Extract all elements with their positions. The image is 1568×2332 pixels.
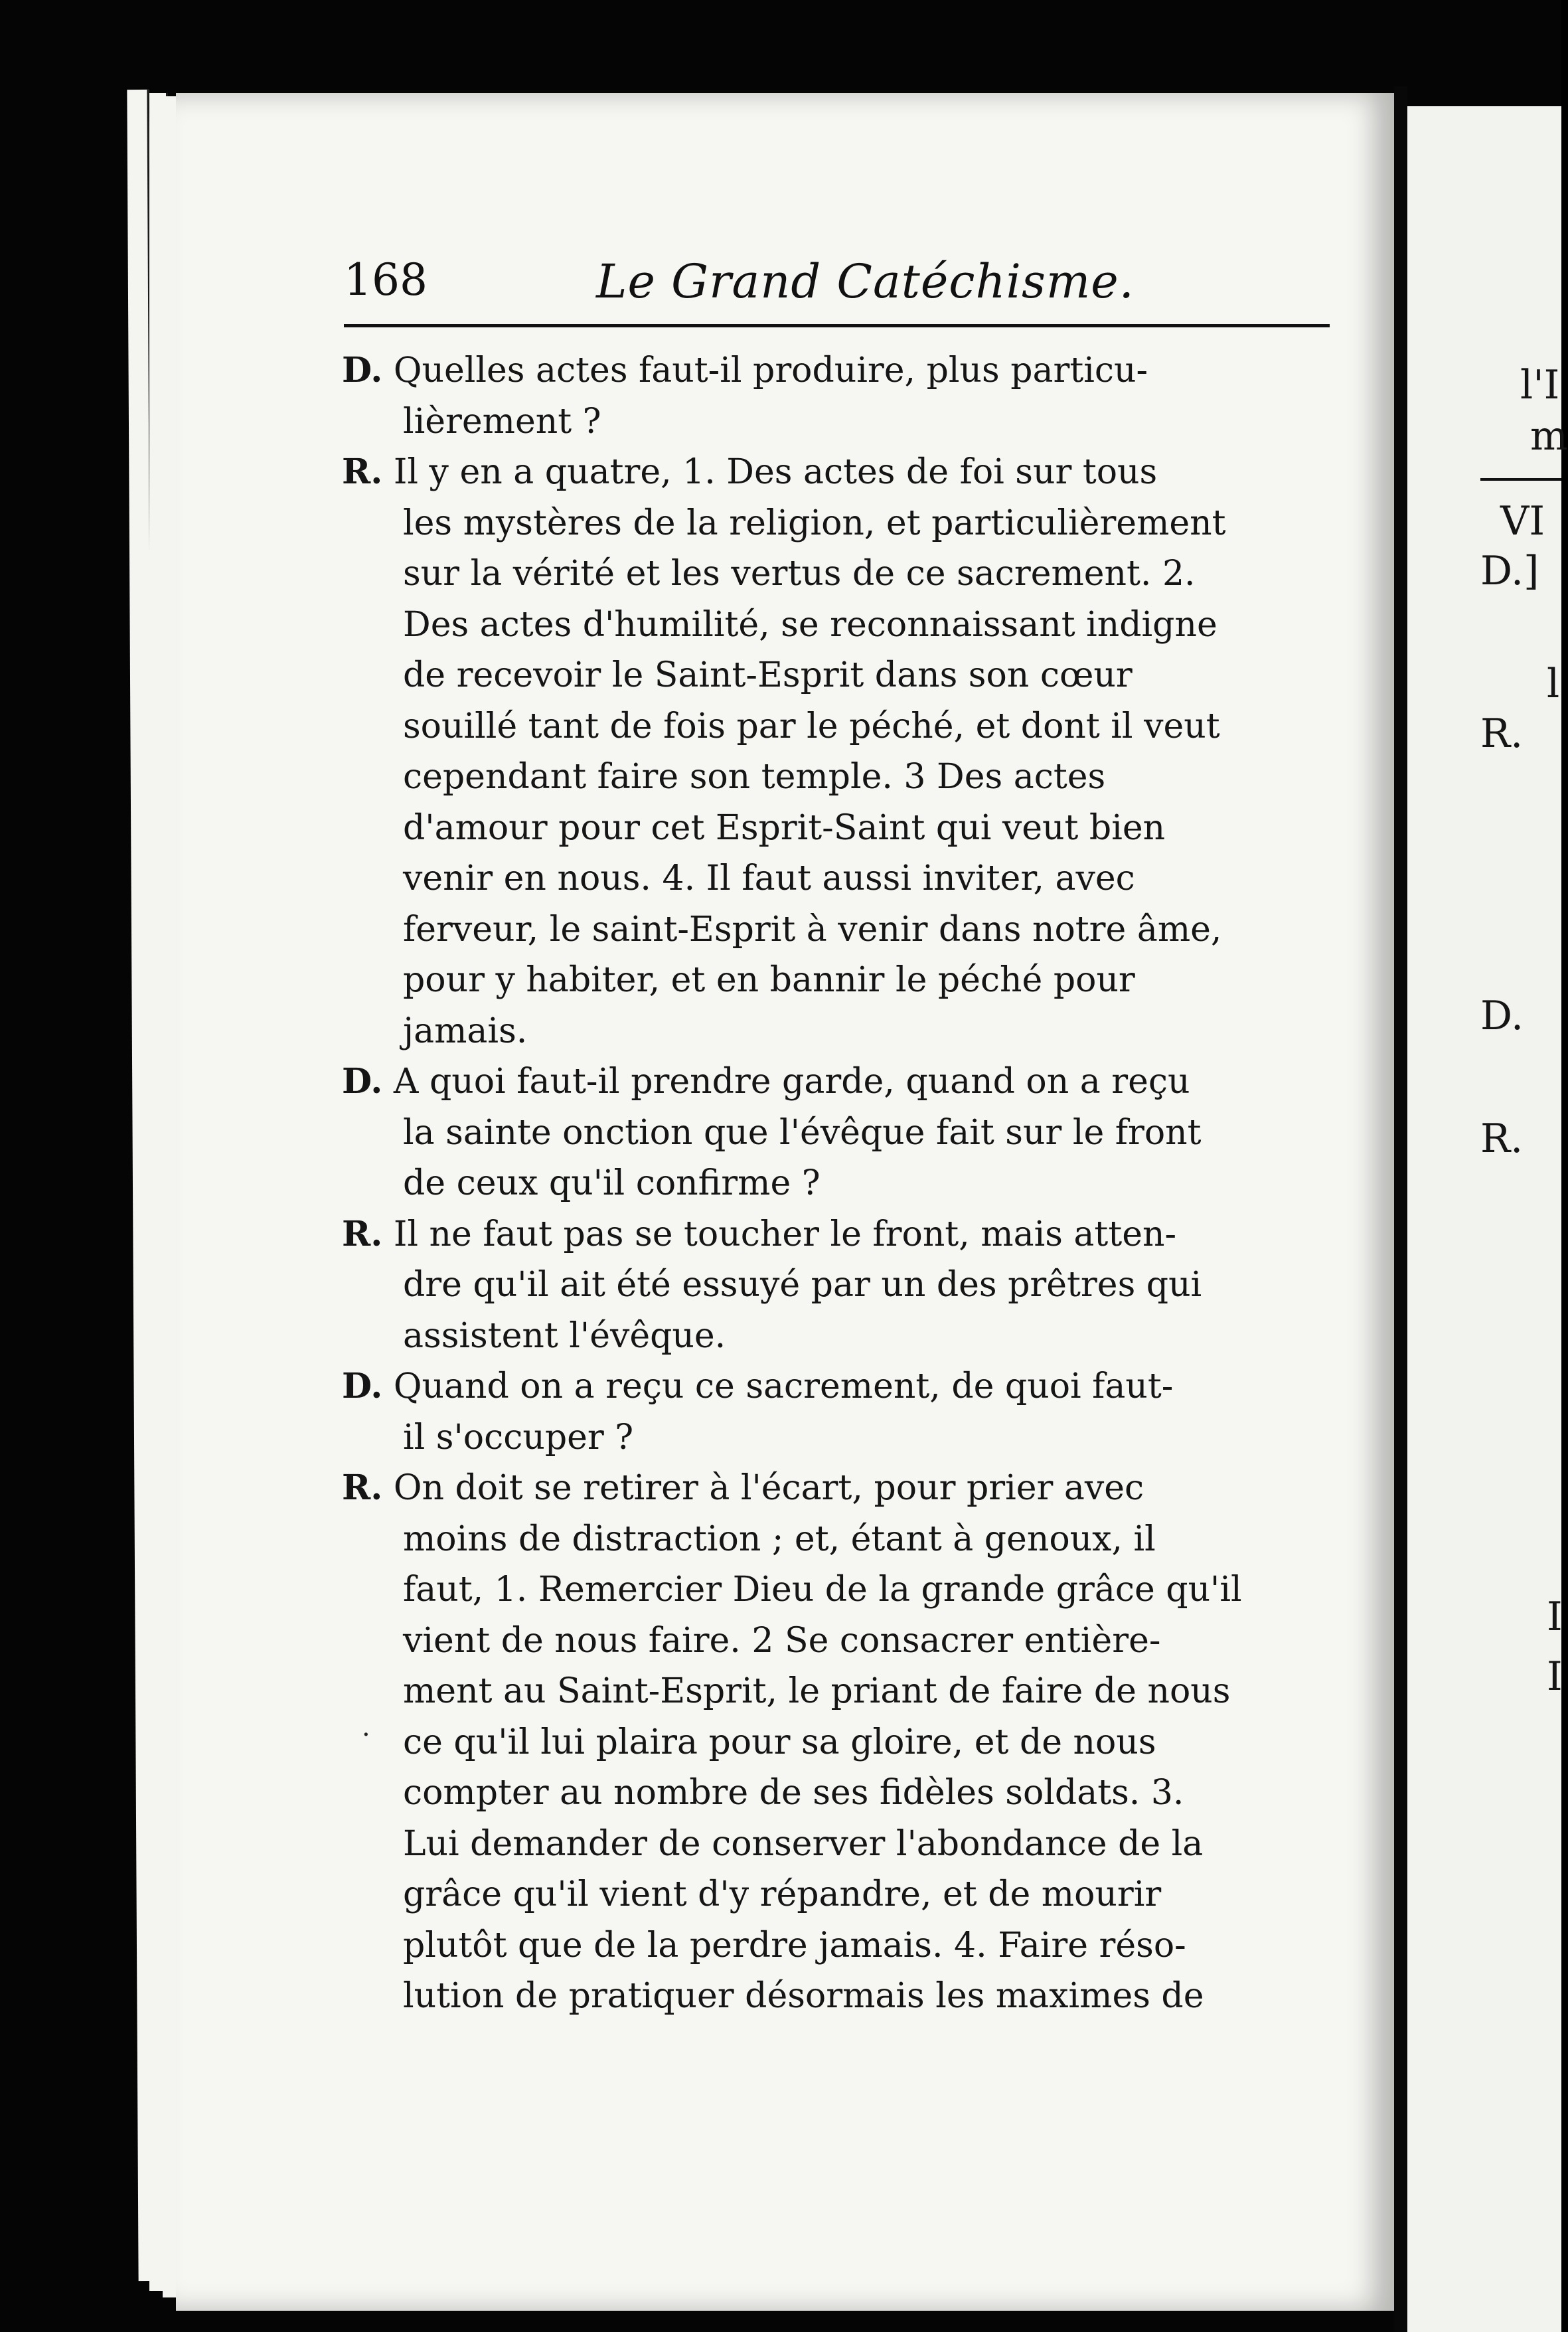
- right-page-rule: [1480, 478, 1561, 481]
- line-text: cependant faire son temple. 3 Des actes: [403, 757, 1106, 797]
- margin-mark: ·: [362, 1720, 370, 1750]
- right-page-fragment: I: [1547, 1594, 1563, 1640]
- line-text: assistent l'évêque.: [403, 1315, 726, 1356]
- text-line: [342, 752, 1358, 803]
- line-text: ferveur, le saint-Esprit à venir dans notre âme,: [403, 909, 1222, 950]
- text-line: [342, 1260, 1358, 1311]
- line-text: lièrement ?: [403, 401, 601, 442]
- line-text: Quand on a reçu ce sacrement, de quoi faut-: [393, 1367, 1174, 1406]
- line-text: Lui demander de conserver l'abondance de la: [403, 1823, 1204, 1864]
- line-text: pour y habiter, et en bannir le péché pour: [403, 960, 1135, 1000]
- line-text: souillé tant de fois par le péché, et dont il veut: [403, 706, 1220, 746]
- line-text: Quelles actes faut-il produire, plus particu-: [393, 351, 1148, 390]
- line-text: A quoi faut-il prendre garde, quand on a reçu: [393, 1062, 1190, 1102]
- right-page: [1407, 106, 1568, 2332]
- text-line: [342, 1616, 1358, 1667]
- text-line: [342, 1056, 1358, 1108]
- line-text: ment au Saint-Esprit, le priant de faire de nous: [403, 1671, 1231, 1711]
- question-answer-marker: R.: [342, 1467, 383, 1508]
- text-line: [342, 1971, 1358, 2022]
- line-text: grâce qu'il vient d'y répandre, et de mourir: [403, 1874, 1162, 1914]
- right-page-fragment: I: [1547, 1653, 1563, 1700]
- text-line: [342, 548, 1358, 600]
- line-text: On doit se retirer à l'écart, pour prier avec: [393, 1468, 1144, 1508]
- line-text: d'amour pour cet Esprit-Saint qui veut bien: [403, 807, 1166, 848]
- line-text: de ceux qu'il confirme ?: [403, 1163, 821, 1203]
- header-rule: [344, 324, 1330, 327]
- question-answer-marker: D.: [342, 350, 383, 390]
- text-line: [342, 1768, 1358, 1819]
- right-page-fragment: m: [1530, 413, 1568, 459]
- line-text: sur la vérité et les vertus de ce sacrement. 2.: [403, 554, 1196, 594]
- line-text: Des actes d'humilité, se reconnaissant indigne: [403, 604, 1217, 645]
- text-line: [342, 447, 1358, 498]
- running-title: Le Grand Catéchisme.: [596, 254, 1135, 309]
- line-text: compter au nombre de ses fidèles soldats. 3.: [403, 1773, 1184, 1813]
- text-line: [342, 1666, 1358, 1717]
- text-line: [342, 1869, 1358, 1920]
- text-line: [342, 904, 1358, 956]
- line-text: Il y en a quatre, 1. Des actes de foi sur tous: [393, 452, 1158, 492]
- line-text: dre qu'il ait été essuyé par un des prêtres qui: [403, 1265, 1202, 1305]
- line-text: venir en nous. 4. Il faut aussi inviter, avec: [403, 859, 1135, 898]
- book-gutter: [1394, 86, 1407, 2332]
- text-line: [342, 1819, 1358, 1870]
- question-answer-marker: D.: [342, 1366, 383, 1406]
- page-header: [344, 249, 1333, 322]
- text-line: [342, 955, 1358, 1006]
- line-text: il s'occuper ?: [403, 1417, 634, 1457]
- question-answer-marker: R.: [342, 1213, 383, 1254]
- text-line: [342, 396, 1358, 448]
- right-page-fragment: D.]: [1480, 548, 1539, 594]
- right-page-fragment: D.: [1480, 993, 1524, 1039]
- text-line: [342, 600, 1358, 651]
- text-line: [342, 1108, 1358, 1159]
- text-line: [342, 1209, 1358, 1260]
- line-text: jamais.: [403, 1011, 528, 1051]
- line-text: Il ne faut pas se toucher le front, mais atten-: [393, 1214, 1177, 1254]
- right-page-fragment: VI: [1500, 498, 1545, 544]
- text-line: [342, 650, 1358, 701]
- page-body-text: [342, 345, 1358, 2022]
- right-page-fragment: R.: [1480, 710, 1524, 757]
- text-line: [342, 1158, 1358, 1209]
- text-line: [342, 1006, 1358, 1057]
- question-answer-marker: D.: [342, 1061, 383, 1102]
- right-page-fragment: R.: [1480, 1116, 1524, 1162]
- line-text: moins de distraction ; et, étant à genoux, il: [403, 1519, 1156, 1559]
- text-line: [342, 701, 1358, 752]
- text-line: [342, 498, 1358, 549]
- line-text: la sainte onction que l'évêque fait sur le front: [403, 1112, 1202, 1153]
- text-line: [342, 345, 1358, 396]
- text-line: [342, 1412, 1358, 1463]
- text-line: [342, 1717, 1358, 1768]
- line-text: plutôt que de la perdre jamais. 4. Faire réso-: [403, 1925, 1186, 1965]
- line-text: vient de nous faire. 2 Se consacrer entière-: [403, 1620, 1161, 1661]
- line-text: de recevoir le Saint-Esprit dans son cœur: [403, 655, 1133, 695]
- line-text: les mystères de la religion, et particulièrement: [403, 503, 1226, 543]
- text-line: [342, 1361, 1358, 1412]
- text-line: [342, 1514, 1358, 1565]
- text-line: [342, 803, 1358, 854]
- text-line: [342, 1564, 1358, 1616]
- line-text: lution de pratiquer désormais les maximes de: [403, 1976, 1204, 2016]
- line-text: ce qu'il lui plaira pour sa gloire, et de nous: [403, 1722, 1156, 1762]
- line-text: faut, 1. Remercier Dieu de la grande grâce qu'il: [403, 1570, 1242, 1610]
- question-answer-marker: R.: [342, 452, 383, 492]
- text-line: [342, 853, 1358, 904]
- text-line: [342, 1311, 1358, 1362]
- right-page-fragment: l: [1547, 661, 1560, 707]
- right-page-fragment: l'I: [1520, 362, 1560, 408]
- text-line: [342, 1920, 1358, 1971]
- page-number: 168: [344, 254, 428, 305]
- text-line: [342, 1463, 1358, 1514]
